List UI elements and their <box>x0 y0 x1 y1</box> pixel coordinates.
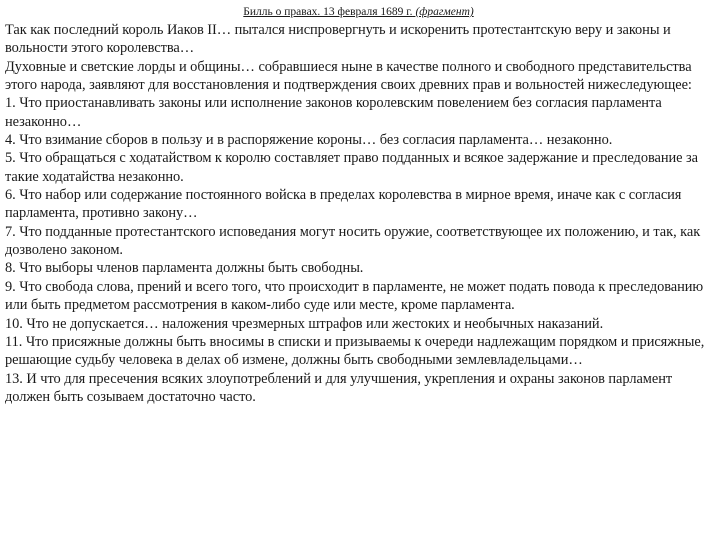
paragraph-article-1: 1. Что приостанавливать законы или исполнение законов королевским повелением без согласия парламента незаконно… <box>5 95 662 130</box>
document-title-note: (фрагмент) <box>415 6 474 18</box>
paragraph-article-6: 6. Что набор или содержание постоянного войска в пределах королевства в мирное время, иначе как с согласия парламента, противно закону… <box>5 187 682 222</box>
document-body <box>5 21 712 406</box>
paragraph-article-11: 11. Что присяжные должны быть вносимы в списки и призываемы к очереди надлежащим порядком и присяжные, решающие судьбу человека в делах об измене, должны быть свободными землевладельцами… <box>5 333 705 369</box>
paragraph-article-10: 10. Что не допускается… наложения чрезмерных штрафов или жестоких и необычных наказаний. <box>5 315 604 332</box>
paragraph-declaration: Духовные и светские лорды и общины… собравшиеся ныне в качестве полного и свободного представительства этого народа, заявляют для восстановления и подтверждения своих древних прав и вольностей нижеследующее: <box>5 58 692 94</box>
paragraph-article-7: 7. Что подданные протестантского исповедания могут носить оружие, соответствующее их положению, и так, как дозволено законом. <box>5 223 701 259</box>
paragraph-article-8: 8. Что выборы членов парламента должны быть свободны. <box>5 260 364 277</box>
paragraph-article-13: 13. И что для пресечения всяких злоупотреблений и для улучшения, укрепления и охраны законов парламент должен быть созываем достаточно часто. <box>5 370 673 405</box>
paragraph-article-9: 9. Что свобода слова, прений и всего того, что происходит в парламенте, не может подать повода к преследованию или быть предметом рассмотрения в каком-либо суде или месте, кроме парламента. <box>5 278 704 314</box>
paragraph-article-5: 5. Что обращаться с ходатайством к королю составляет право подданных и всякое задержание и преследование за такие ходатайства незаконно. <box>5 150 699 185</box>
document-title-text: Билль о правах. 13 февраля 1689 г. <box>243 6 413 18</box>
paragraph-preamble: Так как последний король Иаков II… пытался ниспровергнуть и искоренить протестантскую веру и законы и вольности этого королевства… <box>5 22 671 57</box>
document-title <box>5 4 712 20</box>
paragraph-article-4: 4. Что взимание сборов в пользу и в распоряжение короны… без согласия парламента… незаконно. <box>5 132 613 149</box>
